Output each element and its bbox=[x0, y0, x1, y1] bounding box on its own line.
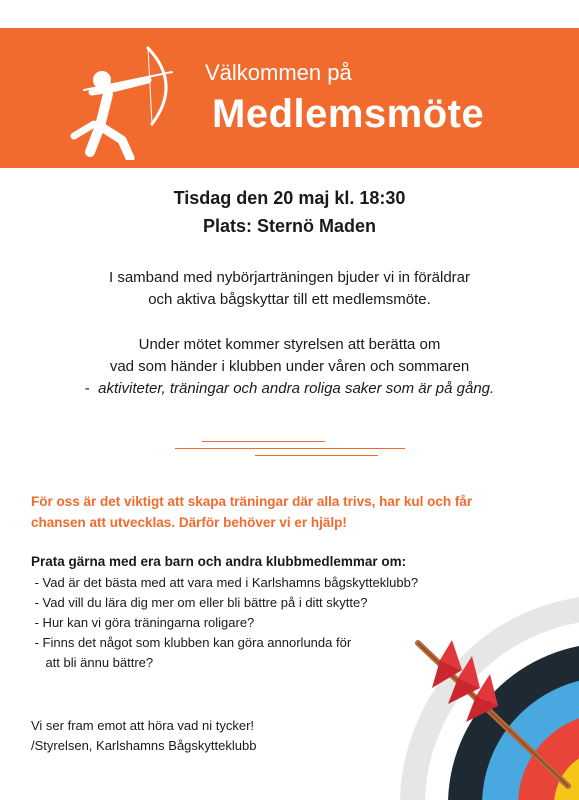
event-place: Plats: Sternö Maden bbox=[202, 216, 377, 236]
highlight-line-1: För oss är det viktigt att skapa träningar där alla trivs, har kul och får bbox=[31, 494, 473, 509]
list-item: - Vad är det bästa med att vara med i Karlshamns bågskytteklubb? bbox=[31, 575, 419, 590]
closing-line-1: Vi ser fram emot att höra vad ni tycker! bbox=[31, 718, 255, 733]
intro-line-1: I samband med nybörjarträningen bjuder vi in föräldrar bbox=[108, 269, 471, 286]
highlight-line-2: chansen att utvecklas. Därför behöver vi er hjälp! bbox=[31, 515, 347, 530]
welcome-text: Välkommen på bbox=[205, 60, 352, 85]
list-item: - Hur kan vi göra träningarna roligare? bbox=[31, 615, 255, 630]
highlight-text bbox=[31, 491, 551, 533]
arrow-icon bbox=[418, 640, 568, 786]
divider-line-1 bbox=[202, 441, 325, 442]
questions-heading: Prata gärna med era barn och andra klubbmedlemmar om: bbox=[31, 554, 407, 569]
divider-line-3 bbox=[255, 455, 378, 456]
meeting-dash: - bbox=[84, 380, 99, 397]
list-item: - Vad vill du lära dig mer om eller bli bättre på i ditt skytte? bbox=[31, 595, 368, 610]
meeting-line-1: Under mötet kommer styrelsen att berätta om bbox=[138, 336, 441, 353]
intro-paragraph bbox=[0, 267, 579, 311]
meeting-line-2: vad som händer i klubben under våren och sommaren bbox=[109, 358, 470, 375]
closing-signature: /Styrelsen, Karlshamns Bågskytteklubb bbox=[31, 738, 257, 753]
closing-text bbox=[31, 716, 256, 756]
list-item: - Finns det något som klubben kan göra annorlunda för bbox=[31, 635, 352, 650]
meeting-activities: aktiviteter, träningar och andra roliga saker som är på gång. bbox=[98, 380, 495, 397]
intro-line-2: och aktiva bågskyttar till ett medlemsmöte. bbox=[148, 291, 431, 308]
meeting-line-3 bbox=[0, 378, 579, 400]
list-item: att bli ännu bättre? bbox=[31, 655, 154, 670]
questions-list bbox=[31, 573, 418, 673]
meeting-paragraph bbox=[0, 334, 579, 400]
event-date: Tisdag den 20 maj kl. 18:30 bbox=[173, 188, 406, 208]
archer-icon bbox=[64, 40, 184, 160]
page-title: Medlemsmöte bbox=[212, 92, 485, 136]
divider-line-2 bbox=[175, 448, 405, 449]
